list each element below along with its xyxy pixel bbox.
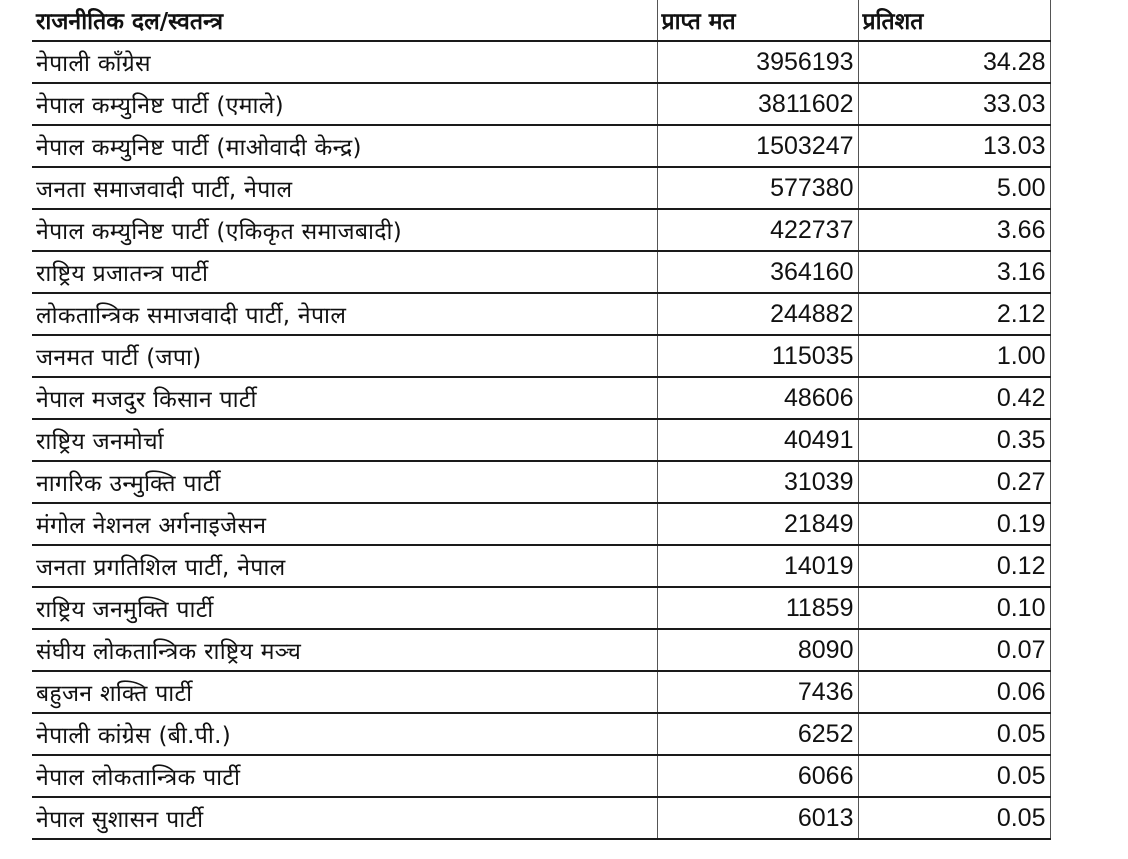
votes-cell: 244882 — [657, 293, 858, 335]
party-name-cell: राष्ट्रिय जनमोर्चा — [32, 419, 657, 461]
percent-cell: 13.03 — [858, 125, 1050, 167]
votes-cell: 3811602 — [657, 83, 858, 125]
table-body — [32, 41, 1050, 839]
votes-cell: 577380 — [657, 167, 858, 209]
party-name-cell: राष्ट्रिय प्रजातन्त्र पार्टी — [32, 251, 657, 293]
percent-cell: 0.19 — [858, 503, 1050, 545]
party-column-header: राजनीतिक दल/स्वतन्त्र — [32, 0, 657, 41]
votes-cell: 31039 — [657, 461, 858, 503]
table-row — [32, 503, 1050, 545]
votes-cell: 422737 — [657, 209, 858, 251]
table-row — [32, 629, 1050, 671]
party-name-cell: नेपाली कांग्रेस (बी.पी.) — [32, 713, 657, 755]
party-name-cell: संघीय लोकतान्त्रिक राष्ट्रिय मञ्च — [32, 629, 657, 671]
party-name-cell: जनता प्रगतिशिल पार्टी, नेपाल — [32, 545, 657, 587]
party-name-cell: राष्ट्रिय जनमुक्ति पार्टी — [32, 587, 657, 629]
percent-cell: 0.05 — [858, 755, 1050, 797]
party-name-cell: नेपाल कम्युनिष्ट पार्टी (एकिकृत समाजबादी) — [32, 209, 657, 251]
party-name-cell: नेपाल मजदुर किसान पार्टी — [32, 377, 657, 419]
party-name-cell: जनमत पार्टी (जपा) — [32, 335, 657, 377]
percent-cell: 0.35 — [858, 419, 1050, 461]
percent-cell: 0.10 — [858, 587, 1050, 629]
percent-cell: 5.00 — [858, 167, 1050, 209]
percent-cell: 0.27 — [858, 461, 1050, 503]
table-row — [32, 293, 1050, 335]
percent-cell: 2.12 — [858, 293, 1050, 335]
vote-results-table — [32, 0, 1051, 840]
table-row — [32, 587, 1050, 629]
table-row — [32, 377, 1050, 419]
votes-cell: 48606 — [657, 377, 858, 419]
table-row — [32, 755, 1050, 797]
percent-cell: 1.00 — [858, 335, 1050, 377]
votes-cell: 11859 — [657, 587, 858, 629]
table-row — [32, 83, 1050, 125]
percent-cell: 0.07 — [858, 629, 1050, 671]
votes-column-header: प्राप्त मत — [657, 0, 858, 41]
table-row — [32, 419, 1050, 461]
table-row — [32, 671, 1050, 713]
votes-cell: 115035 — [657, 335, 858, 377]
table-row — [32, 461, 1050, 503]
percent-cell: 3.66 — [858, 209, 1050, 251]
party-name-cell: नेपाल सुशासन पार्टी — [32, 797, 657, 839]
percent-cell: 0.42 — [858, 377, 1050, 419]
percent-cell: 0.05 — [858, 797, 1050, 839]
percent-column-header: प्रतिशत — [858, 0, 1050, 41]
table-row — [32, 125, 1050, 167]
table-row — [32, 797, 1050, 839]
votes-cell: 6252 — [657, 713, 858, 755]
percent-cell: 33.03 — [858, 83, 1050, 125]
party-name-cell: लोकतान्त्रिक समाजवादी पार्टी, नेपाल — [32, 293, 657, 335]
votes-cell: 6066 — [657, 755, 858, 797]
party-name-cell: नेपाली काँग्रेस — [32, 41, 657, 83]
party-name-cell: बहुजन शक्ति पार्टी — [32, 671, 657, 713]
party-name-cell: जनता समाजवादी पार्टी, नेपाल — [32, 167, 657, 209]
results-sheet — [32, 0, 1052, 840]
table-row — [32, 209, 1050, 251]
percent-cell: 0.05 — [858, 713, 1050, 755]
percent-cell: 34.28 — [858, 41, 1050, 83]
party-name-cell: नेपाल कम्युनिष्ट पार्टी (एमाले) — [32, 83, 657, 125]
party-name-cell: मंगोल नेशनल अर्गनाइजेसन — [32, 503, 657, 545]
votes-cell: 364160 — [657, 251, 858, 293]
table-row — [32, 713, 1050, 755]
percent-cell: 3.16 — [858, 251, 1050, 293]
votes-cell: 6013 — [657, 797, 858, 839]
table-row — [32, 545, 1050, 587]
votes-cell: 8090 — [657, 629, 858, 671]
votes-cell: 21849 — [657, 503, 858, 545]
party-name-cell: नेपाल कम्युनिष्ट पार्टी (माओवादी केन्द्र) — [32, 125, 657, 167]
votes-cell: 3956193 — [657, 41, 858, 83]
table-row — [32, 41, 1050, 83]
table-row — [32, 335, 1050, 377]
votes-cell: 1503247 — [657, 125, 858, 167]
table-row — [32, 167, 1050, 209]
table-row — [32, 251, 1050, 293]
votes-cell: 14019 — [657, 545, 858, 587]
percent-cell: 0.06 — [858, 671, 1050, 713]
header-row — [32, 0, 1050, 41]
votes-cell: 7436 — [657, 671, 858, 713]
percent-cell: 0.12 — [858, 545, 1050, 587]
votes-cell: 40491 — [657, 419, 858, 461]
party-name-cell: नेपाल लोकतान्त्रिक पार्टी — [32, 755, 657, 797]
party-name-cell: नागरिक उन्मुक्ति पार्टी — [32, 461, 657, 503]
